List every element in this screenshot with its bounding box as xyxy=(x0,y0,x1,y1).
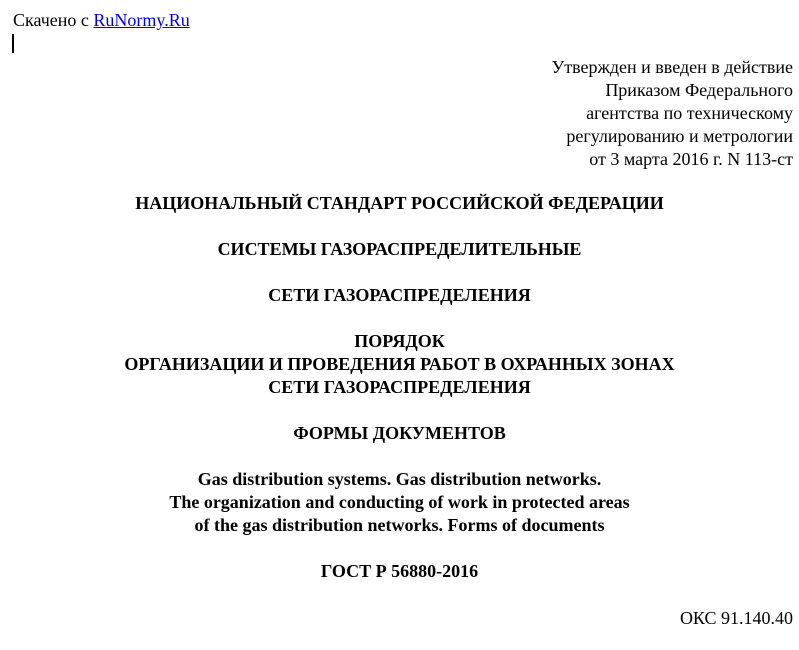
national-standard-heading: НАЦИОНАЛЬНЫЙ СТАНДАРТ РОССИЙСКОЙ ФЕДЕРАЦИИ xyxy=(135,193,664,213)
procedure-line: ОРГАНИЗАЦИИ И ПРОВЕДЕНИЯ РАБОТ В ОХРАННЫХ ЗОНАХ xyxy=(124,354,675,374)
text-cursor xyxy=(12,34,14,53)
procedure-title xyxy=(0,330,799,399)
english-title xyxy=(0,468,799,537)
gost-number: ГОСТ Р 56880-2016 xyxy=(320,561,479,581)
approval-line: от 3 марта 2016 г. N 113-ст xyxy=(589,149,793,169)
procedure-line: ПОРЯДОК xyxy=(354,331,445,351)
approval-line: регулированию и метрологии xyxy=(566,126,793,146)
english-title-line: The organization and conducting of work in protected areas xyxy=(169,492,630,512)
approval-line: Приказом Федерального xyxy=(605,80,793,100)
networks-heading: СЕТИ ГАЗОРАСПРЕДЕЛЕНИЯ xyxy=(268,285,531,305)
procedure-line: СЕТИ ГАЗОРАСПРЕДЕЛЕНИЯ xyxy=(268,377,531,397)
english-title-line: Gas distribution systems. Gas distribution networks. xyxy=(197,469,602,489)
approval-block xyxy=(551,56,793,171)
runormy-link[interactable]: RuNormy.Ru xyxy=(93,10,190,30)
approval-line: Утвержден и введен в действие xyxy=(551,57,793,77)
approval-line: агентства по техническому xyxy=(586,103,793,123)
source-prefix: Скачено с xyxy=(13,10,94,30)
english-title-line: of the gas distribution networks. Forms of documents xyxy=(194,515,605,535)
systems-heading: СИСТЕМЫ ГАЗОРАСПРЕДЕЛИТЕЛЬНЫЕ xyxy=(217,239,582,259)
source-line xyxy=(13,9,190,32)
forms-heading: ФОРМЫ ДОКУМЕНТОВ xyxy=(293,423,506,443)
oks-code: ОКС 91.140.40 xyxy=(679,608,793,628)
